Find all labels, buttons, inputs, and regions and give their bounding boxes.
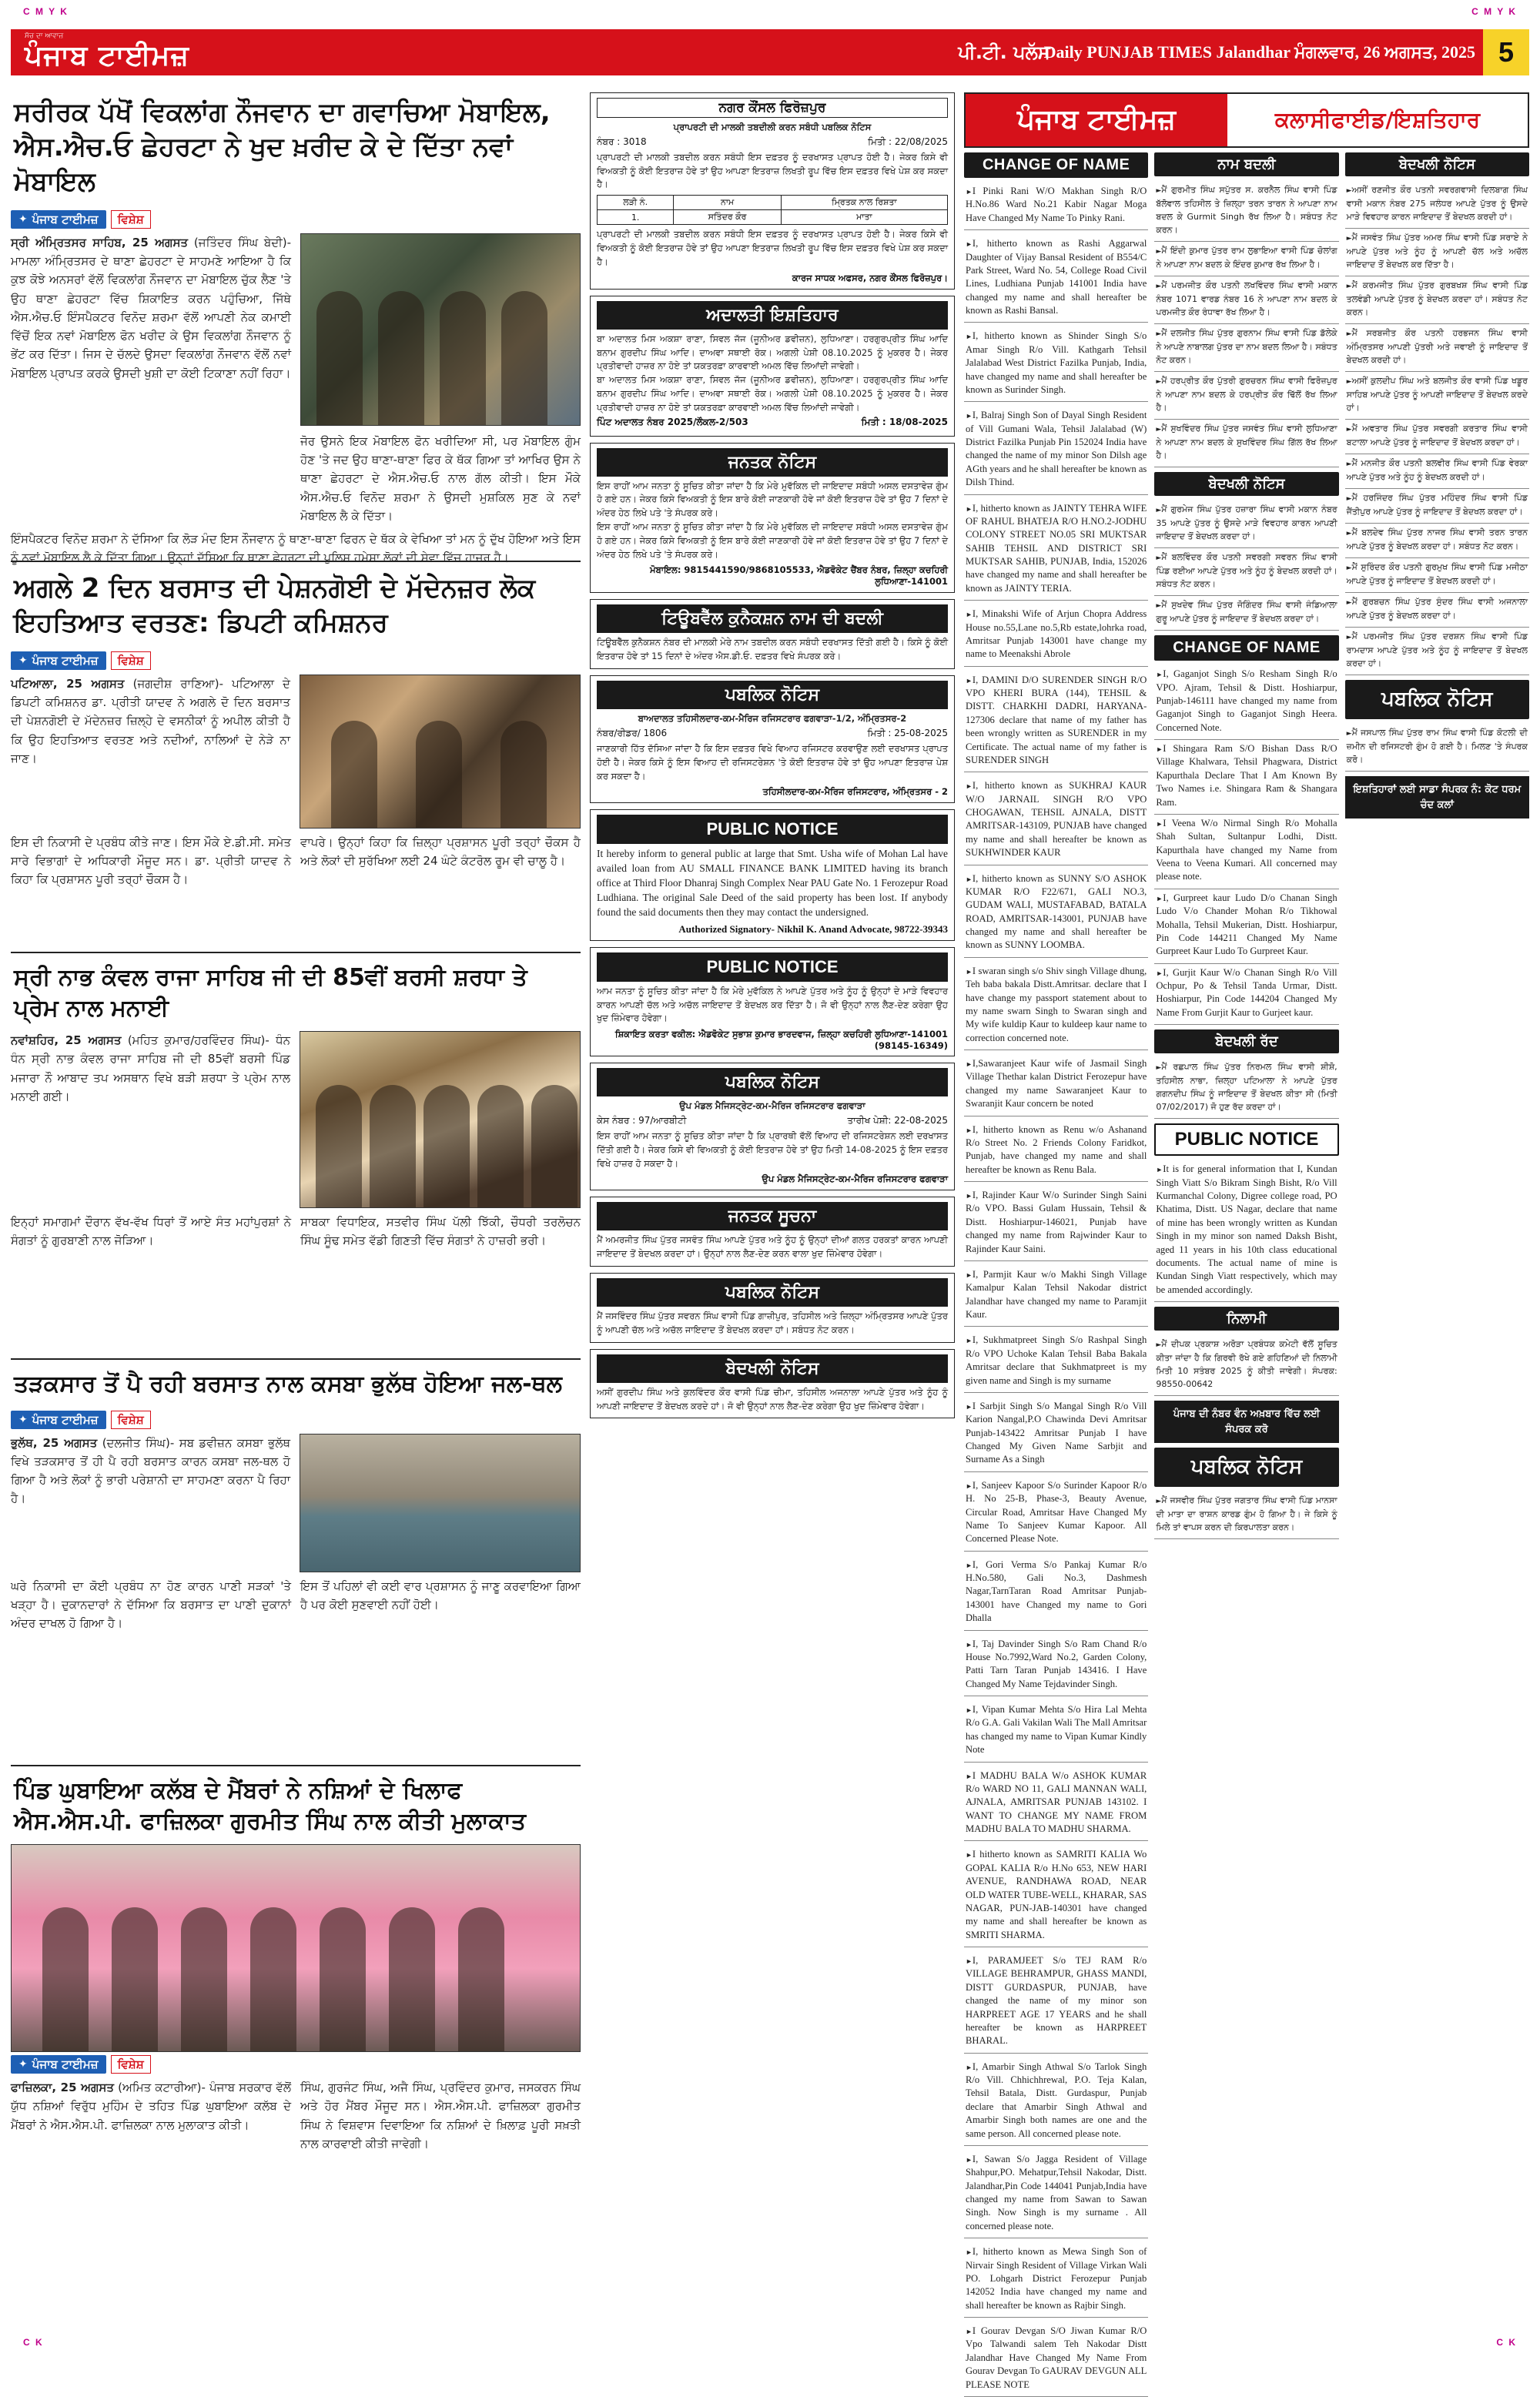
court-notice	[590, 296, 955, 437]
logo-tagline: ਸੱਚ ਦਾ ਆਵਾਜ਼	[25, 32, 64, 40]
classified-ad: ► ਮੈਂ ਸਰਬਜੀਤ ਕੌਰ ਪਤਨੀ ਹਰਭਜਨ ਸਿੰਘ ਵਾਸੀ ਅੰਮ੍ਰਿਤਸਰ ਆਪਣੀ ਪੁੱਤਰੀ ਅਤੇ ਜਵਾਈ ਨੂੰ ਜਾਇਦਾਦ ਤੋਂ ਬੇਦਖਲ ਕਰਦੀ ਹਾਂ।	[1345, 324, 1529, 372]
classified-ad: ► ਮੈਂ ਜਸਵੀਰ ਸਿੰਘ ਪੁੱਤਰ ਜਗਤਾਰ ਸਿੰਘ ਵਾਸੀ ਪਿੰਡ ਮਾਨਸਾ ਦੀ ਮਾਤਾ ਦਾ ਰਾਸ਼ਨ ਕਾਰਡ ਗੁੰਮ ਹੋ ਗਿਆ ਹੈ। ਜੇ ਕਿਸੇ ਨੂੰ ਮਿਲੇ ਤਾਂ ਵਾਪਸ ਕਰਨ ਦੀ ਕਿਰਪਾਲਤਾ ਕਰਨ।	[1154, 1491, 1338, 1539]
classified-ad: ► I, Amarbir Singh Athwal S/o Tarlok Singh R/o Vill. Chhichhrewal, P.O. Teja Kalan, Tehsil Batala, Distt. Gurdaspur, Punjab declare that Amarbir Singh Athwal and Amarbir Singh both names are one and the same person. All concerned please note.	[964, 2058, 1148, 2146]
story-photo	[300, 233, 581, 426]
classified-ad: ► I, Sawan S/o Jagga Resident of Village Shahpur,PO. Mehatpur,Tehsil Nakodar, Distt. Jalandhar,Pin Code 144041 Punjab,India have changed my name from Sawan to Sawan Singh. Now Singh is my surname . All concerned please note.	[964, 2151, 1148, 2238]
classified-ad: ► I Sarbjit Singh S/o Mangal Singh R/o Vill Karion Nangal,P.O Chawinda Devi Amritsar Punjab-143422 Amritsar Punjab I have Changed My Given Name Sarbjit and Surname As a Singh	[964, 1398, 1148, 1472]
story-headline: ਪਿੰਡ ਘੁਬਾਇਆ ਕਲੱਬ ਦੇ ਮੈਂਬਰਾਂ ਨੇ ਨਸ਼ਿਆਂ ਦੇ ਖਿਲਾਫ ਐਸ.ਐਸ.ਪੀ. ਫਾਜ਼ਿਲਕਾ ਗੁਰਮੀਤ ਸਿੰਘ ਨਾਲ ਕੀਤੀ ਮੁਲਾਕਾਤ	[14, 1777, 526, 1835]
public-notice-english	[590, 809, 955, 940]
story-photo	[300, 675, 581, 829]
notice-meta: ਪਿੰਟ ਅਦਾਲਤ ਨੰਬਰ 2025/ਲੌਕਲ-2/503 ਮਿਤੀ : 18/08-2025	[597, 416, 948, 427]
classified-ad: ► ਮੈਂ ਜਸਪਾਲ ਸਿੰਘ ਪੁੱਤਰ ਰਾਮ ਸਿੰਘ ਵਾਸੀ ਪਿੰਡ ਕੋਟਲੀ ਦੀ ਜ਼ਮੀਨ ਦੀ ਰਜਿਸਟਰੀ ਗੁੰਮ ਹੋ ਗਈ ਹੈ। ਮਿਲਣ 'ਤੇ ਸੰਪਰਕ ਕਰੋ।	[1345, 724, 1529, 772]
notice-text: ਮੈਂ ਜਸਵਿੰਦਰ ਸਿੰਘ ਪੁੱਤਰ ਸਵਰਨ ਸਿੰਘ ਵਾਸੀ ਪਿੰਡ ਗਾਜ਼ੀਪੁਰ, ਤਹਿਸੀਲ ਅਤੇ ਜ਼ਿਲ੍ਹਾ ਅੰਮ੍ਰਿਤਸਰ ਆਪਣੇ ਪੁੱਤਰ ਨੂੰ ਆਪਣੀ ਚੱਲ ਅਤੇ ਅਚੱਲ ਜਾਇਦਾਦ ਤੋਂ ਬੇਦਖਲ ਕਰਦਾ ਹਾਂ। ਸਬੰਧਤ ਨੋਟ ਕਰਨ।	[597, 1311, 948, 1335]
classified-ad: ► ਮੈਂ ਮਨਜੀਤ ਕੌਰ ਪਤਨੀ ਬਲਵੀਰ ਸਿੰਘ ਵਾਸੀ ਪਿੰਡ ਵੇਰਕਾ ਆਪਣੇ ਪੁੱਤਰ ਅਤੇ ਨੂੰਹ ਨੂੰ ਬੇਦਖਲ ਕਰਦੀ ਹਾਂ।	[1345, 454, 1529, 489]
tag-logo: ✦ ਪੰਜਾਬ ਟਾਈਮਜ਼	[11, 651, 106, 670]
news-story	[11, 568, 581, 953]
notice-text: ਪ੍ਰਾਪਰਟੀ ਦੀ ਮਾਲਕੀ ਤਬਦੀਲ ਕਰਨ ਸਬੰਧੀ ਇਸ ਦਫ਼ਤਰ ਨੂੰ ਦਰਖਾਸਤ ਪ੍ਰਾਪਤ ਹੋਈ ਹੈ। ਜੇਕਰ ਕਿਸੇ ਵੀ ਵਿਅਕਤੀ ਨੂੰ ਕੋਈ ਇਤਰਾਜ਼ ਹੋਵੇ ਤਾਂ ਉਹ ਆਪਣਾ ਇਤਰਾਜ਼ ਲਿਖਤੀ ਰੂਪ ਵਿੱਚ ਇਸ ਦਫ਼ਤਰ ਵਿਖੇ ਪੇਸ਼ ਕਰ ਸਕਦਾ ਹੈ।	[597, 151, 948, 190]
heirs-table	[597, 195, 948, 225]
notice-title: ਜਨਤਕ ਸੂਚਨਾ	[597, 1202, 948, 1230]
classified-ad: ► I, Parmjit Kaur w/o Makhi Singh Village Kamalpur Kalan Tehsil Nakodar district Jalandhar have changed my name to Paramjit Kaur.	[964, 1266, 1148, 1327]
marriage-notice	[590, 1063, 955, 1190]
bird-icon: ✦	[18, 654, 28, 667]
notice-text: ਮੈਂ ਅਮਰਜੀਤ ਸਿੰਘ ਪੁੱਤਰ ਜਸਵੰਤ ਸਿੰਘ ਆਪਣੇ ਪੁੱਤਰ ਅਤੇ ਨੂੰਹ ਨੂੰ ਉਨ੍ਹਾਂ ਦੀਆਂ ਗਲਤ ਹਰਕਤਾਂ ਕਾਰਨ ਆਪਣੀ ਜਾਇਦਾਦ ਤੋਂ ਬੇਦਖਲ ਕਰਦਾ ਹਾਂ। ਉਨ੍ਹਾਂ ਨਾਲ ਲੈਣ-ਦੇਣ ਕਰਨ ਵਾਲਾ ਖੁਦ ਜ਼ਿੰਮੇਵਾਰ ਹੋਵੇਗਾ।	[597, 1234, 948, 1260]
bird-icon: ✦	[18, 1413, 28, 1426]
notice-text: ਬਾ ਅਦਾਲਤ ਮਿਸ ਅਕਸ਼ਾ ਰਾਣਾ, ਸਿਵਲ ਜੱਜ (ਜੂਨੀਅਰ ਡਵੀਜ਼ਨ), ਲੁਧਿਆਣਾ। ਹਰਗੁਰਪ੍ਰੀਤ ਸਿੰਘ ਆਦਿ ਬਨਾਮ ਗੁਰਦੀਪ ਸਿੰਘ ਆਦਿ। ਦਾਅਵਾ ਸਥਾਈ ਰੋਕ। ਅਗਲੀ ਪੇਸ਼ੀ 08.10.2025 ਨੂੰ ਮੁਕਰਰ ਹੈ। ਜੇਕਰ ਪ੍ਰਤੀਵਾਦੀ ਹਾਜ਼ਰ ਨਾ ਹੋਏ ਤਾਂ ਯਕਤਰਫ਼ਾ ਕਾਰਵਾਈ ਅਮਲ ਵਿੱਚ ਲਿਆਂਦੀ ਜਾਵੇਗੀ।	[597, 374, 948, 413]
classified-ad: ► I, hitherto known as Renu w/o Ashanand R/o Street No. 2 Friends Colony Faridkot, Punjab, have changed my name and shall hereafter be known as Renu Bala.	[964, 1121, 1148, 1183]
small-notice	[590, 1197, 955, 1267]
news-story	[11, 1773, 581, 2281]
classified-ad: ► ਮੈਂ ਸੁਖਵਿੰਦਰ ਸਿੰਘ ਪੁੱਤਰ ਜਸਵੰਤ ਸਿੰਘ ਵਾਸੀ ਲੁਧਿਆਣਾ ਨੇ ਆਪਣਾ ਨਾਮ ਬਦਲ ਕੇ ਸੁਖਵਿੰਦਰ ਸਿੰਘ ਗਿੱਲ ਰੱਖ ਲਿਆ ਹੈ।	[1154, 420, 1338, 467]
classified-ad: ► ਮੈਂ ਦਲਜੀਤ ਸਿੰਘ ਪੁੱਤਰ ਗੁਰਨਾਮ ਸਿੰਘ ਵਾਸੀ ਪਿੰਡ ਡੱਲੇਕੇ ਨੇ ਆਪਣੇ ਨਾਬਾਲਗ ਪੁੱਤਰ ਦਾ ਨਾਮ ਬਦਲ ਲਿਆ ਹੈ। ਸਬੰਧਤ ਨੋਟ ਕਰਨ।	[1154, 324, 1338, 372]
color-registration-mark: C M Y K	[1471, 6, 1517, 17]
classified-ad: ► I, DAMINI D/O SURENDER SINGH R/O VPO KHERI BURA (144), TEHSIL & DISTT. CHARKHI DADRI, HARYANA-127306 declare that name of my father has been wrongly written as SURENDER in my Certificate. The actual name of my father is SURENDER SINGH	[964, 671, 1148, 773]
story-text: ਸ੍ਰੀ ਅੰਮ੍ਰਿਤਸਰ ਸਾਹਿਬ, 25 ਅਗਸਤ (ਜਤਿੰਦਰ ਸਿੰਘ ਬੇਦੀ)- ਮਾਮਲਾ ਅੰਮ੍ਰਿਤਸਰ ਦੇ ਥਾਣਾ ਛੇਹਰਟਾ ਦੇ ਸਾਹਮਣੇ ਆਇਆ ਹੈ ਕਿ ਕੁਝ ਕੋਝੇ ਅਨਸਰਾਂ ਵੱਲੋਂ ਵਿਕਲਾਂਗ ਨੌਜਵਾਨ ਦਾ ਮੋਬਾਇਲ ਚੁੱਕ ਲੈਣ 'ਤੇ ਉਹ ਥਾਣਾ ਛੇਹਰਟਾ ਵਿੱਚ ਸ਼ਿਕਾਇਤ ਕਰਨ ਪਹੁੰਚਿਆ, ਜਿੱਥੇ ਐਸ.ਐਚ.ਓ ਇੰਸਪੈਕਟਰ ਵਿਨੋਦ ਸ਼ਰਮਾ ਵੱਲੋਂ ਆਪਣੀ ਨੇਕ ਕਮਾਈ ਵਿੱਚੋਂ ਇਕ ਨਵਾਂ ਮੋਬਾਇਲ ਫੋਨ ਖਰੀਦ ਕੇ ਉਸ ਵਿਕਲਾਂਗ ਨੌਜਵਾਨ ਨੂੰ ਭੇਂਟ ਕਰ ਦਿੱਤਾ। ਜਿਸ ਦੇ ਚੱਲਦੇ ਉਸਦਾ ਵਿਕਲਾਂਗ ਨੌਜਵਾਨ ਵੱਲੋਂ ਨਵਾਂ ਮੋਬਾਇਲ ਪ੍ਰਾਪਤ ਕਰਕੇ ਉਸਦੀ ਖੁਸ਼ੀ ਦਾ ਕੋਈ ਟਿਕਾਣਾ ਨਹੀਂ ਰਿਹਾ।	[11, 235, 291, 380]
notice-title: ਨਗਰ ਕੌਂਸਲ ਫਿਰੋਜ਼ਪੁਰ	[597, 98, 948, 118]
tag-special: ਵਿਸ਼ੇਸ਼	[111, 2055, 151, 2074]
notice-text: ਟਿਊਬਵੈੱਲ ਕੁਨੈਕਸ਼ਨ ਨੰਬਰ ਦੀ ਮਾਲਕੀ ਮੇਰੇ ਨਾਮ ਤਬਦੀਲ ਕਰਨ ਸਬੰਧੀ ਦਰਖਾਸਤ ਦਿੱਤੀ ਗਈ ਹੈ। ਕਿਸੇ ਨੂੰ ਕੋਈ ਇਤਰਾਜ਼ ਹੋਵੇ ਤਾਂ 15 ਦਿਨਾਂ ਦੇ ਅੰਦਰ ਐਸ.ਡੀ.ਓ. ਦਫ਼ਤਰ ਵਿਖੇ ਸੰਪਰਕ ਕਰੇ।	[597, 637, 948, 662]
notice-text: ਬਾ ਅਦਾਲਤ ਮਿਸ ਅਕਸ਼ਾ ਰਾਣਾ, ਸਿਵਲ ਜੱਜ (ਜੂਨੀਅਰ ਡਵੀਜ਼ਨ), ਲੁਧਿਆਣਾ। ਹਰਗੁਰਪ੍ਰੀਤ ਸਿੰਘ ਆਦਿ ਬਨਾਮ ਗੁਰਦੀਪ ਸਿੰਘ ਆਦਿ। ਦਾਅਵਾ ਸਥਾਈ ਰੋਕ। ਅਗਲੀ ਪੇਸ਼ੀ 08.10.2025 ਨੂੰ ਮੁਕਰਰ ਹੈ। ਜੇਕਰ ਪ੍ਰਤੀਵਾਦੀ ਹਾਜ਼ਰ ਨਾ ਹੋਏ ਤਾਂ ਯਕਤਰਫ਼ਾ ਕਾਰਵਾਈ ਅਮਲ ਵਿੱਚ ਲਿਆਂਦੀ ਜਾਵੇਗੀ।	[597, 333, 948, 372]
classified-ad: ► ਮੈਂ ਹਰਪ੍ਰੀਤ ਕੌਰ ਪੁੱਤਰੀ ਗੁਰਚਰਨ ਸਿੰਘ ਵਾਸੀ ਫਿਰੋਜ਼ਪੁਰ ਨੇ ਆਪਣਾ ਨਾਮ ਬਦਲ ਕੇ ਹਰਪ੍ਰੀਤ ਕੌਰ ਢਿੱਲੋਂ ਰੱਖ ਲਿਆ ਹੈ।	[1154, 372, 1338, 420]
classified-ad: ► ਮੈਂ ਇੰਦੀ ਕੁਮਾਰ ਪੁੱਤਰ ਰਾਮ ਲੁਭਾਇਆ ਵਾਸੀ ਪਿੰਡ ਚੋਲਾਂਗ ਨੇ ਆਪਣਾ ਨਾਮ ਬਦਲ ਕੇ ਇੰਦਰ ਕੁਮਾਰ ਰੱਖ ਲਿਆ ਹੈ।	[1154, 242, 1338, 276]
page-number: 5	[1483, 29, 1529, 75]
notice-text: It hereby inform to general public at large that Smt. Usha wife of Mohan Lal have availed loan from AU SMALL FINANCE BANK LIMITED having its branch office at Third Floor Dhanraj Singh Complex Near PAU Gate No. 1 Ferozepur Road Ludhiana. The original Sale Deed of the said property has been lost. If anybody found the said documents then they may contact the undersigned.	[597, 848, 948, 918]
notice-title: ਜਨਤਕ ਨੋਟਿਸ	[597, 448, 948, 477]
notice-meta: ਨੰਬਰ/ਰੀਡਰ/ 1806 ਮਿਤੀ : 25-08-2025	[597, 727, 948, 738]
classified-ad: ► I,Sawaranjeet Kaur wife of Jasmail Singh Village Thethar kalan District Ferozepur have changed my name Sawaranjeet Kaur to Swaranjit Kaur concern be noted	[964, 1055, 1148, 1116]
notice-text: ਇਸ ਰਾਹੀਂ ਆਮ ਜਨਤਾ ਨੂੰ ਸੂਚਿਤ ਕੀਤਾ ਜਾਂਦਾ ਹੈ ਕਿ ਮੇਰੇ ਮੁਵੱਕਿਲ ਦੀ ਜਾਇਦਾਦ ਸਬੰਧੀ ਅਸਲ ਦਸਤਾਵੇਜ਼ ਗੁੰਮ ਹੋ ਗਏ ਹਨ। ਜੇਕਰ ਕਿਸੇ ਵਿਅਕਤੀ ਨੂੰ ਇਸ ਬਾਰੇ ਕੋਈ ਜਾਣਕਾਰੀ ਹੋਵੇ ਜਾਂ ਕੋਈ ਇਤਰਾਜ਼ ਹੋਵੇ ਤਾਂ ਉਹ 7 ਦਿਨਾਂ ਦੇ ਅੰਦਰ ਹੇਠ ਲਿਖੇ ਪਤੇ 'ਤੇ ਸੰਪਰਕ ਕਰੇ।	[597, 480, 948, 519]
classified-ad: ► I, Rajinder Kaur W/o Surinder Singh Saini R/o VPO. Bassi Gulam Hussain, Tehsil & Distt. Hoshiarpur-146021, Punjab have changed my name from Rajwinder Kaur to Rajinder Kaur Saini.	[964, 1187, 1148, 1261]
small-notice	[590, 1349, 955, 1419]
story-tag	[11, 210, 151, 229]
edition-date: Daily PUNJAB TIMES Jalandhar ਮੰਗਲਵਾਰ, 26 ਅਗਸਤ, 2025	[1043, 42, 1475, 62]
notice-title: PUBLIC NOTICE	[597, 815, 948, 844]
classified-heading: ਪਬਲਿਕ ਨੋਟਿਸ	[1345, 680, 1529, 719]
classified-heading: ਬੇਦਖਲੀ ਰੱਦ	[1154, 1029, 1338, 1053]
notice-text: ਪ੍ਰਾਪਰਟੀ ਦੀ ਮਾਲਕੀ ਤਬਦੀਲ ਕਰਨ ਸਬੰਧੀ ਇਸ ਦਫ਼ਤਰ ਨੂੰ ਦਰਖਾਸਤ ਪ੍ਰਾਪਤ ਹੋਈ ਹੈ। ਜੇਕਰ ਕਿਸੇ ਵੀ ਵਿਅਕਤੀ ਨੂੰ ਕੋਈ ਇਤਰਾਜ਼ ਹੋਵੇ ਤਾਂ ਉਹ ਆਪਣਾ ਇਤਰਾਜ਼ ਲਿਖਤੀ ਰੂਪ ਵਿੱਚ ਇਸ ਦਫ਼ਤਰ ਵਿਖੇ ਪੇਸ਼ ਕਰ ਸਕਦਾ ਹੈ।	[597, 229, 948, 267]
tag-logo: ✦ ਪੰਜਾਬ ਟਾਈਮਜ਼	[11, 1411, 106, 1429]
table-row: 1. ਸਤਿੰਦਰ ਕੌਰ ਮਾਤਾ	[598, 210, 948, 225]
color-registration-mark: C K	[23, 2337, 44, 2348]
notice-text: ਅਸੀਂ ਗੁਰਦੀਪ ਸਿੰਘ ਅਤੇ ਕੁਲਵਿੰਦਰ ਕੌਰ ਵਾਸੀ ਪਿੰਡ ਚੀਮਾ, ਤਹਿਸੀਲ ਅਜਨਾਲਾ ਆਪਣੇ ਪੁੱਤਰ ਅਤੇ ਨੂੰਹ ਨੂੰ ਆਪਣੀ ਜਾਇਦਾਦ ਤੋਂ ਬੇਦਖਲ ਕਰਦੇ ਹਾਂ। ਜੋ ਵੀ ਉਨ੍ਹਾਂ ਨਾਲ ਲੈਣ-ਦੇਣ ਕਰੇਗਾ ਉਹ ਖੁਦ ਜ਼ਿੰਮੇਵਾਰ ਹੋਵੇਗਾ।	[597, 1386, 948, 1411]
classified-ad: ► I, Gaganjot Singh S/o Resham Singh R/o VPO. Ajram, Tehsil & Distt. Hoshiarpur, Punjab-146111 have changed my name from Gaganjot Singh to Gaganjot Singh Heera. Concerned Note.	[1154, 665, 1338, 740]
classified-heading: ਬੇਦਖਲੀ ਨੋਟਿਸ	[1345, 152, 1529, 176]
story-text: ਪਟਿਆਲਾ, 25 ਅਗਸਤ (ਜਗਦੀਸ਼ ਰਾਣਿਆ)- ਪਟਿਆਲਾ ਦੇ ਡਿਪਟੀ ਕਮਿਸ਼ਨਰ ਡਾ. ਪ੍ਰੀਤੀ ਯਾਦਵ ਨੇ ਅਗਲੇ ਦੋ ਦਿਨ ਬਰਸਾਤ ਦੀ ਪੇਸ਼ਨਗੋਈ ਦੇ ਮੱਦੇਨਜ਼ਰ ਜ਼ਿਲ੍ਹੇ ਦੇ ਵਸਨੀਕਾਂ ਨੂੰ ਅਪੀਲ ਕੀਤੀ ਹੈ ਕਿ ਉਹ ਇਹਤਿਆਤ ਵਰਤਣ ਅਤੇ ਨਦੀਆਂ, ਨਾਲਿਆਂ ਦੇ ਨੇੜੇ ਨਾ ਜਾਣ।	[11, 676, 290, 765]
notice-signature: ਕਾਰਜ ਸਾਧਕ ਅਫਸਰ, ਨਗਰ ਕੌਂਸਲ ਫਿਰੋਜ਼ਪੁਰ।	[792, 272, 948, 283]
story-text: ਘਰੇ ਨਿਕਾਸੀ ਦਾ ਕੋਈ ਪ੍ਰਬੰਧ ਨਾ ਹੋਣ ਕਾਰਨ ਪਾਣੀ ਸੜਕਾਂ 'ਤੇ ਖੜ੍ਹਾ ਹੈ। ਦੁਕਾਨਦਾਰਾਂ ਨੇ ਦੱਸਿਆ ਕਿ ਬਰਸਾਤ ਦਾ ਪਾਣੀ ਦੁਕਾਨਾਂ ਅੰਦਰ ਦਾਖਲ ਹੋ ਗਿਆ ਹੈ।	[11, 1578, 291, 1631]
classified-ad: ► I hitherto known as SAMRITI KALIA Wo GOPAL KALIA R/o H.No 653, NEW HARI AVENUE, RANDHAWA ROAD, NEAR OLD WATER TUBE-WELL, KHARAR, SAS NAGAR, PUN-JAB-140301 have changed my name and shall hereafter be known as SMRITI SHARMA.	[964, 1846, 1148, 1947]
tag-special: ਵਿਸ਼ੇਸ਼	[111, 651, 151, 670]
story-headline: ਤੜਕਸਾਰ ਤੋਂ ਪੈ ਰਹੀ ਬਰਸਾਤ ਨਾਲ ਕਸਬਾ ਭੁਲੱਥ ਹੋਇਆ ਜਲ-ਥਲ	[14, 1371, 562, 1398]
story-headline: ਅਗਲੇ 2 ਦਿਨ ਬਰਸਾਤ ਦੀ ਪੇਸ਼ਨਗੋਈ ਦੇ ਮੱਦੇਨਜ਼ਰ ਲੋਕ ਇਹਤਿਆਤ ਵਰਤਣ: ਡਿਪਟੀ ਕਮਿਸ਼ਨਰ	[14, 573, 536, 638]
classified-ad: ► ਅਸੀਂ ਰਣਜੀਤ ਕੌਰ ਪਤਨੀ ਸਵਰਗਵਾਸੀ ਦਿਲਬਾਗ ਸਿੰਘ ਵਾਸੀ ਮਕਾਨ ਨੰਬਰ 275 ਜਲੰਧਰ ਆਪਣੇ ਪੁੱਤਰ ਨੂੰ ਉਸਦੇ ਮਾੜੇ ਵਿਵਹਾਰ ਕਾਰਨ ਜਾਇਦਾਦ ਤੋਂ ਬੇਦਖਲ ਕਰਦੀ ਹਾਂ।	[1345, 181, 1529, 229]
classified-ad: ► I Pinki Rani W/O Makhan Singh R/O H.No.86 Ward No.21 Kabir Nagar Moga Have Changed My Name To Pinky Rani.	[964, 182, 1148, 230]
classified-heading: ਪਬਲਿਕ ਨੋਟਿਸ	[1154, 1448, 1338, 1487]
masthead	[11, 29, 1529, 75]
classified-ad: ► I Shingara Ram S/O Bishan Dass R/O Village Khalwara, Tehsil Phagwara, District Kapurthala Declare That I Am Known By Two Names i.e. Shingara Ram & Shangara Ram.	[1154, 740, 1338, 815]
story-text: ਇੰਸਪੈਕਟਰ ਵਿਨੋਦ ਸ਼ਰਮਾ ਨੇ ਦੱਸਿਆ ਕਿ ਲੋੜ ਮੰਦ ਇਸ ਨੌਜਵਾਨ ਨੂੰ ਥਾਣਾ-ਥਾਣਾ ਫਿਰਨ ਦੇ ਥੱਕ ਕੇ ਵੇਖਿਆ ਤਾਂ ਮਨ ਨੂੰ ਦੁੱਖ ਹੋਇਆ ਅਤੇ ਇਸ ਨੂੰ ਨਵਾਂ ਮੋਬਾਇਲ ਲੈ ਕੇ ਦਿੱਤਾ ਗਿਆ। ਉਨ੍ਹਾਂ ਦੱਸਿਆ ਕਿ ਥਾਣਾ ਛੇਹਰਟਾ ਦੀ ਪੁਲਿਸ ਹਮੇਸ਼ਾ ਲੋਕਾਂ ਦੀ ਸੇਵਾ ਵਿੱਚ ਹਾਜ਼ਰ ਹੈ।	[11, 532, 581, 565]
classified-ad: ► I, Balraj Singh Son of Dayal Singh Resident of Vill Gumani Wala, Tehsil Jalalabad (W) District Fazilka Punjab Pin 152024 India have changed the name of my minor Son Dilsh age AGth years and he shall hereafter be known as Dilsh Thind.	[964, 407, 1148, 494]
classified-ad: ► I Gourav Devgan S/O Jiwan Kumar R/O Vpo Talwandi salem Teh Nakodar Distt Jalandhar Have Changed My Name From Gourav Devgan To GAURAV DEVGUN ALL PLEASE NOTE	[964, 2322, 1148, 2397]
classified-ad: ► ਮੈਂ ਗੁਰਮੇਜ ਸਿੰਘ ਪੁੱਤਰ ਹਜ਼ਾਰਾ ਸਿੰਘ ਵਾਸੀ ਮਕਾਨ ਨੰਬਰ 35 ਆਪਣੇ ਪੁੱਤਰ ਨੂੰ ਉਸਦੇ ਮਾੜੇ ਵਿਵਹਾਰ ਕਾਰਨ ਆਪਣੀ ਜਾਇਦਾਦ ਤੋਂ ਬੇਦਖਲ ਕਰਦਾ ਹਾਂ।	[1154, 500, 1338, 548]
classified-ad: ► I, hitherto known as JAINTY TEHRA WIFE OF RAHUL BHATEJA R/O H.NO.2-JODHU COLONY STREET NO.05 SRI MUKTSAR SAHIB TEHSIL AND DISTRICT SRI MUKTSAR SAHIB, PUNJAB, India, 152026 have changed my name and shall hereafter be known as JAINTY TERIA.	[964, 500, 1148, 601]
logo-text: ਪੰਜਾਬ ਟਾਈਮਜ਼	[25, 40, 189, 72]
tag-logo: ✦ ਪੰਜਾਬ ਟਾਈਮਜ਼	[11, 210, 106, 229]
classified-ad: ► I, Vipan Kumar Mehta S/o Hira Lal Mehta R/o G.A. Gali Vakilan Wali The Mall Amritsar has changed my name to Vipan Kumar Kindly Note	[964, 1701, 1148, 1763]
classified-ad: ► I, Gurpreet kaur Ludo D/o Chanan Singh Ludo V/o Chander Mohan R/o Tikhowal Mohalla, Tehsil Mukerian, Distt. Hoshiarpur, Pin Code 144211 Changed My Name Gurpreet Kaur Ludo To Gurpreet Kaur.	[1154, 889, 1338, 964]
story-headline: ਸ੍ਰੀ ਨਾਭ ਕੰਵਲ ਰਾਜਾ ਸਾਹਿਬ ਜੀ ਦੀ 85ਵੀਂ ਬਰਸੀ ਸ਼ਰਧਾ ਤੇ ਪ੍ਰੇਮ ਨਾਲ ਮਨਾਈ	[14, 964, 527, 1022]
classified-ad: ► ਮੈਂ ਬਲਦੇਵ ਸਿੰਘ ਪੁੱਤਰ ਨਾਜਰ ਸਿੰਘ ਵਾਸੀ ਤਰਨ ਤਾਰਨ ਆਪਣੇ ਪੁੱਤਰ ਨੂੰ ਬੇਦਖਲ ਕਰਦਾ ਹਾਂ। ਸਬੰਧਤ ਨੋਟ ਕਰਨ।	[1345, 524, 1529, 558]
classifieds-header	[964, 92, 1529, 148]
news-story	[11, 92, 581, 565]
classified-ad: ► ਮੈਂ ਕਰਮਜੀਤ ਸਿੰਘ ਪੁੱਤਰ ਗੁਰਬਖਸ਼ ਸਿੰਘ ਵਾਸੀ ਪਿੰਡ ਤਲਵੰਡੀ ਆਪਣੇ ਪੁੱਤਰ ਨੂੰ ਬੇਦਖਲ ਕਰਦਾ ਹਾਂ। ਸਬੰਧਤ ਨੋਟ ਕਰਨ।	[1345, 276, 1529, 324]
notice-title: PUBLIC NOTICE	[597, 952, 948, 982]
classifieds-brand: ਪੰਜਾਬ ਟਾਈਮਜ਼	[966, 94, 1227, 146]
small-notice	[590, 1273, 955, 1343]
notice-signature: ਮੋਬਾਇਲ: 9815441590/9868105533, ਐਡਵੋਕੇਟ ਚੈਂਬਰ ਨੰਬਰ, ਜ਼ਿਲ੍ਹਾ ਕਚਹਿਰੀ ਲੁਧਿਆਣਾ-141001	[650, 564, 948, 588]
classified-footer: ਪੰਜਾਬ ਦੀ ਨੰਬਰ ਵੰਨ ਅਖ਼ਬਾਰ ਵਿੱਚ ਲਈ ਸੰਪਰਕ ਕਰੋ	[1154, 1401, 1338, 1443]
classified-ad: ► I, hitherto known as Mewa Singh Son of Nirvair Singh Resident of Village Virkan Wali PO. Lohgarh District Ferozepur Punjab 142052 India have changed my name and shall hereafter be known as Rajbir Singh.	[964, 2243, 1148, 2318]
story-photo	[300, 1031, 581, 1208]
classifieds-title: ਕਲਾਸੀਫਾਈਡ/ਇਸ਼ਤਿਹਾਰ	[1274, 107, 1481, 132]
classified-ad: ► ਮੈਂ ਹਰਜਿੰਦਰ ਸਿੰਘ ਪੁੱਤਰ ਮਹਿੰਦਰ ਸਿੰਘ ਵਾਸੀ ਪਿੰਡ ਜੈਂਤੀਪੁਰ ਆਪਣੇ ਪੁੱਤਰ ਨੂੰ ਜਾਇਦਾਦ ਤੋਂ ਬੇਦਖਲ ਕਰਦਾ ਹਾਂ।	[1345, 489, 1529, 524]
tag-special: ਵਿਸ਼ੇਸ਼	[111, 1411, 151, 1429]
color-registration-mark: C M Y K	[23, 6, 69, 17]
story-tag	[11, 1411, 151, 1429]
story-text: ਜੋਰ ਉਸਨੇ ਇਕ ਮੋਬਾਇਲ ਫੋਨ ਖਰੀਦਿਆ ਸੀ, ਪਰ ਮੋਬਾਇਲ ਗੁੰਮ ਹੋਣ 'ਤੇ ਜਦ ਉਹ ਥਾਣਾ-ਥਾਣਾ ਫਿਰ ਕੇ ਥੱਕ ਗਿਆ ਤਾਂ ਆਖਿਰ ਉਸ ਨੇ ਥਾਣਾ ਛੇਹਰਟਾ ਦੇ ਐਸ.ਐਚ.ਓ ਨਾਲ ਗੱਲ ਕੀਤੀ। ਇਸ ਮੌਕੇ ਐਸ.ਐਚ.ਓ ਵਿਨੋਦ ਸ਼ਰਮਾ ਨੇ ਉਸਦੀ ਮੁਸ਼ਕਿਲ ਸੁਣ ਕੇ ਨਵਾਂ ਮੋਬਾਇਲ ਲੈ ਕੇ ਦਿੱਤਾ।	[300, 434, 581, 523]
classified-ad: ► I, hitherto known as SUNNY S/O ASHOK KUMAR R/O F22/671, GALI NO.3, GUDAM WALI, MUSTAFABAD, BATALA ROAD, AMRITSAR-143001, PUNJAB have changed my name and shall hereafter be known as SUNNY LOOMBA.	[964, 870, 1148, 958]
notice-subtitle: ਉਪ ਮੰਡਲ ਮੈਜਿਸਟ੍ਰੇਟ-ਕਮ-ਮੈਰਿਜ ਰਜਿਸਟਰਾਰ ਫਗਵਾੜਾ	[679, 1100, 865, 1112]
color-registration-mark: C K	[1496, 2337, 1517, 2348]
tubewell-notice	[590, 599, 955, 669]
story-tag	[11, 651, 151, 670]
bird-icon: ✦	[18, 2058, 28, 2071]
classified-ad: ► ਮੈਂ ਜਸਵੰਤ ਸਿੰਘ ਪੁੱਤਰ ਅਮਰ ਸਿੰਘ ਵਾਸੀ ਪਿੰਡ ਸਰਾਏ ਨੇ ਆਪਣੇ ਪੁੱਤਰ ਅਤੇ ਨੂੰਹ ਨੂੰ ਆਪਣੀ ਚੱਲ ਅਤੇ ਅਚੱਲ ਜਾਇਦਾਦ ਤੋਂ ਬੇਦਖਲ ਕਰ ਦਿੱਤਾ ਹੈ।	[1345, 229, 1529, 276]
notice-text: ਇਸ ਰਾਹੀਂ ਆਮ ਜਨਤਾ ਨੂੰ ਸੂਚਿਤ ਕੀਤਾ ਜਾਂਦਾ ਹੈ ਕਿ ਮੇਰੇ ਮੁਵੱਕਿਲ ਦੀ ਜਾਇਦਾਦ ਸਬੰਧੀ ਅਸਲ ਦਸਤਾਵੇਜ਼ ਗੁੰਮ ਹੋ ਗਏ ਹਨ। ਜੇਕਰ ਕਿਸੇ ਵਿਅਕਤੀ ਨੂੰ ਇਸ ਬਾਰੇ ਕੋਈ ਜਾਣਕਾਰੀ ਹੋਵੇ ਜਾਂ ਕੋਈ ਇਤਰਾਜ਼ ਹੋਵੇ ਤਾਂ ਉਹ 7 ਦਿਨਾਂ ਦੇ ਅੰਦਰ ਹੇਠ ਲਿਖੇ ਪਤੇ 'ਤੇ ਸੰਪਰਕ ਕਰੇ।	[597, 521, 948, 560]
classified-column	[1154, 152, 1338, 2317]
notice-title: ਅਦਾਲਤੀ ਇਸ਼ਤਿਹਾਰ	[597, 301, 948, 330]
classified-ad: ► I, PARAMJEET S/o TEJ RAM R/o VILLAGE BEHRAMPUR, GHASS MANDI, DISTT GURDASPUR, PUNJAB, have changed the name of my minor son HARPREET AGE 17 YEARS and he shall hereafter be known as HARPREET BHARAL.	[964, 1952, 1148, 2054]
classified-ad: ► ਮੈਂ ਦੀਪਕ ਪ੍ਰਕਾਸ਼ ਅਰੋੜਾ ਪ੍ਰਬੰਧਕ ਕਮੇਟੀ ਵੱਲੋਂ ਸੂਚਿਤ ਕੀਤਾ ਜਾਂਦਾ ਹੈ ਕਿ ਗਿਰਵੀ ਰੱਖੇ ਗਏ ਗਹਿਣਿਆਂ ਦੀ ਨਿਲਾਮੀ ਮਿਤੀ 10 ਸਤੰਬਰ 2025 ਨੂੰ ਕੀਤੀ ਜਾਵੇਗੀ। ਸੰਪਰਕ: 98550-00642	[1154, 1335, 1338, 1396]
classified-heading: CHANGE OF NAME	[964, 152, 1148, 178]
classified-ad: ► ਮੈਂ ਅਵਤਾਰ ਸਿੰਘ ਪੁੱਤਰ ਸਵਰਗੀ ਕਰਤਾਰ ਸਿੰਘ ਵਾਸੀ ਬਟਾਲਾ ਆਪਣੇ ਪੁੱਤਰ ਨੂੰ ਜਾਇਦਾਦ ਤੋਂ ਬੇਦਖਲ ਕਰਦਾ ਹਾਂ।	[1345, 420, 1529, 454]
classified-ad: ► ਮੈਂ ਗੁਰਮੀਤ ਸਿੰਘ ਸਪੁੱਤਰ ਸ. ਕਰਨੈਲ ਸਿੰਘ ਵਾਸੀ ਪਿੰਡ ਬੱਲੋਵਾਲ ਤਹਿਸੀਲ ਤੇ ਜ਼ਿਲ੍ਹਾ ਤਰਨ ਤਾਰਨ ਨੇ ਆਪਣਾ ਨਾਮ ਬਦਲ ਕੇ Gurmit Singh ਰੱਖ ਲਿਆ ਹੈ। ਸਬੰਧਤ ਨੋਟ ਕਰਨ।	[1154, 181, 1338, 242]
bird-icon: ✦	[18, 213, 28, 226]
story-text: ਇਨ੍ਹਾਂ ਸਮਾਗਮਾਂ ਦੌਰਾਨ ਵੱਖ-ਵੱਖ ਧਿਰਾਂ ਤੋਂ ਆਏ ਸੰਤ ਮਹਾਂਪੁਰਸ਼ਾਂ ਨੇ ਸੰਗਤਾਂ ਨੂੰ ਗੁਰਬਾਣੀ ਨਾਲ ਜੋੜਿਆ।	[11, 1215, 291, 1248]
notice-text: ਇਸ ਰਾਹੀਂ ਆਮ ਜਨਤਾ ਨੂੰ ਸੂਚਿਤ ਕੀਤਾ ਜਾਂਦਾ ਹੈ ਕਿ ਪ੍ਰਾਰਥੀ ਵੱਲੋਂ ਵਿਆਹ ਦੀ ਰਜਿਸਟਰੇਸ਼ਨ ਲਈ ਦਰਖਾਸਤ ਦਿੱਤੀ ਗਈ ਹੈ। ਜੇਕਰ ਕਿਸੇ ਵੀ ਵਿਅਕਤੀ ਨੂੰ ਕੋਈ ਇਤਰਾਜ਼ ਹੋਵੇ ਤਾਂ ਉਹ ਮਿਤੀ 14-08-2025 ਨੂੰ ਇਸ ਦਫ਼ਤਰ ਵਿਖੇ ਹਾਜ਼ਰ ਹੋ ਸਕਦਾ ਹੈ।	[597, 1130, 948, 1169]
classified-heading: CHANGE OF NAME	[1154, 635, 1338, 661]
classified-ad: ► I Veena W/o Nirmal Singh R/o Mohalla Shah Sultan, Sultanpur Lodhi, Distt. Kapurthala have changed my Name from Veena to Veena Kumari. All concerned may please note.	[1154, 815, 1338, 889]
story-photo	[11, 1844, 581, 2052]
classified-ad: ► I, Gori Verma S/o Pankaj Kumar R/o H.No.580, Gali No.3, Dashmesh Nagar,TarnTaran Road Amritsar Punjab-143001 have Changed my name to Gori Dhalla	[964, 1556, 1148, 1631]
notice-title: ਪਬਲਿਕ ਨੋਟਿਸ	[597, 1068, 948, 1096]
classified-ad: ► ਮੈਂ ਸੁਰਿੰਦਰ ਕੌਰ ਪਤਨੀ ਗੁਰਮੁਖ ਸਿੰਘ ਵਾਸੀ ਪਿੰਡ ਮਜੀਠਾ ਆਪਣੇ ਪੁੱਤਰ ਨੂੰ ਜਾਇਦਾਦ ਤੋਂ ਬੇਦਖਲ ਕਰਦੀ ਹਾਂ।	[1345, 558, 1529, 593]
classified-footer: ਇਸ਼ਤਿਹਾਰਾਂ ਲਈ ਸਾਡਾ ਸੰਪਰਕ ਨੰ: ਕੋਟ ਧਰਮ ਚੰਦ ਕਲਾਂ	[1345, 776, 1529, 819]
story-text: ਨਵਾਂਸ਼ਹਿਰ, 25 ਅਗਸਤ (ਮਹਿਤ ਕੁਮਾਰ/ਹਰਵਿੰਦਰ ਸਿੰਘ)- ਧੰਨ ਧੰਨ ਸ੍ਰੀ ਨਾਭ ਕੰਵਲ ਰਾਜਾ ਸਾਹਿਬ ਜੀ ਦੀ 85ਵੀਂ ਬਰਸੀ ਪਿੰਡ ਮਜਾਰਾ ਨੌ ਆਬਾਦ ਤਪ ਅਸਥਾਨ ਵਿਖੇ ਬੜੀ ਸ਼ਰਧਾ ਤੇ ਪ੍ਰੇਮ ਨਾਲ ਮਨਾਈ ਗਈ।	[11, 1033, 290, 1104]
notice-text: ਆਮ ਜਨਤਾ ਨੂੰ ਸੂਚਿਤ ਕੀਤਾ ਜਾਂਦਾ ਹੈ ਕਿ ਮੇਰੇ ਮੁਵੱਕਿਲ ਨੇ ਆਪਣੇ ਪੁੱਤਰ ਅਤੇ ਨੂੰਹ ਨੂੰ ਉਨ੍ਹਾਂ ਦੇ ਮਾੜੇ ਵਿਵਹਾਰ ਕਾਰਨ ਆਪਣੀ ਚੱਲ ਅਤੇ ਅਚੱਲ ਜਾਇਦਾਦ ਤੋਂ ਬੇਦਖਲ ਕਰ ਦਿੱਤਾ ਹੈ। ਜੋ ਵੀ ਉਨ੍ਹਾਂ ਨਾਲ ਲੈਣ-ਦੇਣ ਕਰੇਗਾ ਉਹ ਖੁਦ ਜ਼ਿੰਮੇਵਾਰ ਹੋਵੇਗਾ।	[597, 985, 948, 1024]
story-text: ਭੁਲੱਥ, 25 ਅਗਸਤ (ਦਲਜੀਤ ਸਿੰਘ)- ਸਬ ਡਵੀਜ਼ਨ ਕਸਬਾ ਭੁਲੱਥ ਵਿਖੇ ਤੜਕਸਾਰ ਤੋਂ ਹੀ ਪੈ ਰਹੀ ਬਰਸਾਤ ਕਾਰਨ ਕਸਬਾ ਜਲ-ਥਲ ਹੋ ਗਿਆ ਹੈ ਅਤੇ ਲੋਕਾਂ ਨੂੰ ਭਾਰੀ ਪਰੇਸ਼ਾਨੀ ਦਾ ਸਾਹਮਣਾ ਕਰਨਾ ਪੈ ਰਿਹਾ ਹੈ।	[11, 1435, 290, 1506]
public-notice	[590, 443, 955, 594]
story-text: ਇਸ ਤੋਂ ਪਹਿਲਾਂ ਵੀ ਕਈ ਵਾਰ ਪ੍ਰਸ਼ਾਸਨ ਨੂੰ ਜਾਣੂ ਕਰਵਾਇਆ ਗਿਆ ਹੈ ਪਰ ਕੋਈ ਸੁਣਵਾਈ ਨਹੀਂ ਹੋਈ।	[300, 1578, 581, 1612]
classified-ad: ► I MADHU BALA W/o ASHOK KUMAR R/o WARD NO 11, GALI MANNAN WALI, AJNALA, AMRITSAR PUNJAB 143102. I WANT TO CHANGE MY NAME FROM MADHU BALA TO MADHU SHARMA.	[964, 1767, 1148, 1842]
notice-subtitle: ਬਾਅਦਾਲਤ ਤਹਿਸੀਲਦਾਰ-ਕਮ-ਮੈਰਿਜ ਰਜਿਸਟਰਾਰ ਫਗਵਾੜਾ-1/2, ਅੰਮ੍ਰਿਤਸਰ-2	[638, 713, 907, 725]
news-story	[11, 959, 581, 1360]
public-notice-english	[590, 947, 955, 1056]
notice-signature: Authorized Signatory- Nikhil K. Anand Advocate, 98722-39343	[678, 922, 948, 935]
story-text: ਸਾਬਕਾ ਵਿਧਾਇਕ, ਸਤਵੀਰ ਸਿੰਘ ਪੱਲੀ ਝਿੱਕੀ, ਚੌਧਰੀ ਤਰਲੋਚਨ ਸਿੰਘ ਸੂੰਢ ਸਮੇਤ ਵੱਡੀ ਗਿਣਤੀ ਵਿੱਚ ਸੰਗਤਾਂ ਨੇ ਹਾਜ਼ਰੀ ਭਰੀ।	[300, 1215, 581, 1248]
classified-ad: ► I, hitherto known as Shinder Singh S/o Amar Singh R/o Vill. Kathgarh Tehsil Jalalabad West District Fazilka Punjab, India, have changed my name and shall hereafter be known as Surinder Singh.	[964, 327, 1148, 402]
story-text: ਫਾਜ਼ਿਲਕਾ, 25 ਅਗਸਤ (ਅਮਿਤ ਕਟਾਰੀਆ)- ਪੰਜਾਬ ਸਰਕਾਰ ਵੱਲੋਂ ਯੁੱਧ ਨਸ਼ਿਆਂ ਵਿਰੁੱਧ ਮੁਹਿੰਮ ਦੇ ਤਹਿਤ ਪਿੰਡ ਘੁਬਾਇਆ ਕਲੱਬ ਦੇ ਮੈਂਬਰਾਂ ਨੇ ਐਸ.ਐਸ.ਪੀ. ਫਾਜ਼ਿਲਕਾ ਨਾਲ ਮੁਲਾਕਾਤ ਕੀਤੀ।	[11, 2081, 291, 2132]
story-headline: ਸਰੀਰਕ ਪੱਖੋਂ ਵਿਕਲਾਂਗ ਨੌਜਵਾਨ ਦਾ ਗਵਾਚਿਆ ਮੋਬਾਇਲ, ਐਸ.ਐਚ.ਓ ਛੇਹਰਟਾ ਨੇ ਖੁਦ ਖ਼ਰੀਦ ਕੇ ਦੇ ਦਿੱਤਾ ਨਵਾਂ ਮੋਬਾਇਲ	[14, 97, 551, 197]
news-column	[11, 92, 581, 2317]
notice-title: ਪਬਲਿਕ ਨੋਟਿਸ	[597, 1278, 948, 1307]
classified-ad: ► I swaran singh s/o Shiv singh Village dhung, Teh baba bakala Distt.Amritsar. declare that I have change my passport statement about to my name swarn Singh to Swaran singh and My wife kuldip Kaur to kuldeep kaur name to correction concerned note.	[964, 962, 1148, 1050]
municipal-notice	[590, 92, 955, 290]
classified-ad: ► ਮੈਂ ਰਛਪਾਲ ਸਿੰਘ ਪੁੱਤਰ ਨਿਰਮਲ ਸਿੰਘ ਵਾਸੀ ਸ਼ੀਸ਼ੋ, ਤਹਿਸੀਲ ਨਾਭਾ, ਜ਼ਿਲ੍ਹਾ ਪਟਿਆਲਾ ਨੇ ਆਪਣੇ ਪੁੱਤਰ ਗਗਨਦੀਪ ਸਿੰਘ ਨੂੰ ਜਾਇਦਾਦ ਤੋਂ ਬੇਦਖਲ ਕੀਤਾ ਸੀ (ਮਿਤੀ 07/02/2017) ਜੋ ਹੁਣ ਰੱਦ ਕਰਦਾ ਹਾਂ।	[1154, 1058, 1338, 1119]
story-photo	[300, 1434, 581, 1572]
notice-subtitle: ਪ੍ਰਾਪਰਟੀ ਦੀ ਮਾਲਕੀ ਤਬਦੀਲੀ ਕਰਨ ਸਬੰਧੀ ਪਬਲਿਕ ਨੋਟਿਸ	[673, 122, 872, 132]
tag-logo: ✦ ਪੰਜਾਬ ਟਾਈਮਜ਼	[11, 2055, 106, 2074]
story-text: ਸਿੰਘ, ਗੁਰਜੰਟ ਸਿੰਘ, ਅਜੈ ਸਿੰਘ, ਪ੍ਰਵਿੰਦਰ ਕੁਮਾਰ, ਜਸਕਰਨ ਸਿੰਘ ਅਤੇ ਹੋਰ ਮੈਂਬਰ ਮੌਜੂਦ ਸਨ। ਐਸ.ਐਸ.ਪੀ. ਫਾਜ਼ਿਲਕਾ ਗੁਰਮੀਤ ਸਿੰਘ ਨੇ ਵਿਸ਼ਵਾਸ ਦਿਵਾਇਆ ਕਿ ਨਸ਼ਿਆਂ ਦੇ ਖ਼ਿਲਾਫ਼ ਪੂਰੀ ਸਖ਼ਤੀ ਨਾਲ ਕਾਰਵਾਈ ਕੀਤੀ ਜਾਵੇਗੀ।	[300, 2081, 581, 2151]
table-header-row: ਲੜੀ ਨੰ. ਨਾਮ ਮ੍ਰਿਤਕ ਨਾਲ ਰਿਸ਼ਤਾ	[598, 196, 948, 210]
notice-meta: ਕੇਸ ਨੰਬਰ : 97/ਆਰਬੀਟੀ ਤਾਰੀਖ ਪੇਸ਼ੀ: 22-08-2025	[597, 1115, 948, 1127]
notice-signature: ਤਹਿਸੀਲਦਾਰ-ਕਮ-ਮੈਰਿਜ ਰਜਿਸਟਰਾਰ, ਅੰਮ੍ਰਿਤਸਰ - 2	[762, 786, 948, 798]
notice-meta: ਨੰਬਰ : 3018 ਮਿਤੀ : 22/08/2025	[597, 136, 948, 147]
story-text: ਵਾਪਰੇ। ਉਨ੍ਹਾਂ ਕਿਹਾ ਕਿ ਜ਼ਿਲ੍ਹਾ ਪ੍ਰਸ਼ਾਸਨ ਪੂਰੀ ਤਰ੍ਹਾਂ ਚੌਕਸ ਹੈ ਅਤੇ ਲੋਕਾਂ ਦੀ ਸੁਰੱਖਿਆ ਲਈ 24 ਘੰਟੇ ਕੰਟਰੋਲ ਰੂਮ ਵੀ ਚਾਲੂ ਹੈ।	[300, 835, 581, 869]
classified-heading: ਨਿਲਾਮੀ	[1154, 1307, 1338, 1331]
tag-special: ਵਿਸ਼ੇਸ਼	[111, 210, 151, 229]
classified-ad: ► I, Minakshi Wife of Arjun Chopra Address House no.55,Lane no.5,Rb estate,lohrka road, Amritsar Punjab 143001 have change my name to Meenakshi Abrole	[964, 605, 1148, 667]
section-title: ਪੀ.ਟੀ. ਪਲੱਸ	[958, 42, 1050, 63]
classified-ad: ► It is for general information that I, Kundan Singh Viatt S/o Bikram Singh Bisht, R/o Vill Kurmanchal Colony, Digree college road, PO Khatima, Distt. US Nagar, declare that name of mine has been wrongly written as Kundan Singh in my minor son named Daksh Bisht, aged 11 years in his 10th class educational documents. The actual name of mine is Kundan Singh Viatt respectively, which may be amended accordingly.	[1154, 1160, 1338, 1302]
news-story	[11, 1366, 581, 1766]
classified-ad: ► I, hitherto known as Rashi Aggarwal Daughter of Vijay Bansal Resident of B554/C Park Street, Ward No. 54, College Road Civil Lines, Ludhiana Punjab 141001 India have changed my name and shall hereafter be known as Rashi Bansal.	[964, 235, 1148, 323]
classified-ad: ► I, Sanjeev Kapoor S/o Surinder Kapoor R/o H. No 25-B, Phase-3, Beauty Avenue, Circular Road, Amritsar Have Changed My Name To Sanjeev Kumar Kapoor. All Concerned Please Note.	[964, 1477, 1148, 1552]
classified-ad: ► I, hitherto known as SUKHRAJ KAUR W/O JARNAIL SINGH R/O VPO CHOGAWAN, TEHSIL AJNALA, DISTT AMRITSAR-143109, PUNJAB have changed my name and shall hereafter be known as SUKHWINDER KAUR	[964, 777, 1148, 865]
notice-title: ਟਿਊਬਵੈੱਲ ਕੁਨੈਕਸ਼ਨ ਨਾਮ ਦੀ ਬਦਲੀ	[597, 604, 948, 633]
marriage-notice	[590, 675, 955, 803]
story-tag	[11, 2055, 151, 2074]
story-text: ਇਸ ਦੀ ਨਿਕਾਸੀ ਦੇ ਪ੍ਰਬੰਧ ਕੀਤੇ ਜਾਣ। ਇਸ ਮੌਕੇ ਏ.ਡੀ.ਸੀ. ਸਮੇਤ ਸਾਰੇ ਵਿਭਾਗਾਂ ਦੇ ਅਧਿਕਾਰੀ ਮੌਜੂਦ ਸਨ। ਡਾ. ਪ੍ਰੀਤੀ ਯਾਦਵ ਨੇ ਕਿਹਾ ਕਿ ਪ੍ਰਸ਼ਾਸਨ ਪੂਰੀ ਤਰ੍ਹਾਂ ਚੌਕਸ ਹੈ।	[11, 835, 291, 887]
classified-ad: ► I, Sukhmatpreet Singh S/o Rashpal Singh R/o VPO Uchoke Kalan Tehsil Baba Bakala Amritsar declare that Sukhmatpreet is my given name and Singh is my surname	[964, 1331, 1148, 1393]
classified-ad: ► ਮੈਂ ਪਰਮਜੀਤ ਕੌਰ ਪਤਨੀ ਲਖਵਿੰਦਰ ਸਿੰਘ ਵਾਸੀ ਮਕਾਨ ਨੰਬਰ 1071 ਵਾਰਡ ਨੰਬਰ 16 ਨੇ ਆਪਣਾ ਨਾਮ ਬਦਲ ਕੇ ਪਰਮਜੀਤ ਕੌਰ ਰੰਧਾਵਾ ਰੱਖ ਲਿਆ ਹੈ।	[1154, 276, 1338, 324]
classified-ad: ► I, Taj Davinder Singh S/o Ram Chand R/o House No.7992,Ward No.2, Garden Colony, Patti Tarn Taran Punjab 143416. I Have Changed My Name Tejdavinder Singh.	[964, 1635, 1148, 1697]
classified-ad: ► ਮੈਂ ਬਲਵਿੰਦਰ ਕੌਰ ਪਤਨੀ ਸਵਰਗੀ ਸਵਰਨ ਸਿੰਘ ਵਾਸੀ ਪਿੰਡ ਰਈਆ ਆਪਣੇ ਪੁੱਤਰ ਅਤੇ ਨੂੰਹ ਨੂੰ ਬੇਦਖਲ ਕਰਦੀ ਹਾਂ। ਸਬੰਧਤ ਨੋਟ ਕਰਨ।	[1154, 548, 1338, 596]
classified-ad: ► ਮੈਂ ਸੁਖਦੇਵ ਸਿੰਘ ਪੁੱਤਰ ਜੋਗਿੰਦਰ ਸਿੰਘ ਵਾਸੀ ਜੰਡਿਆਲਾ ਗੁਰੂ ਆਪਣੇ ਪੁੱਤਰ ਨੂੰ ਜਾਇਦਾਦ ਤੋਂ ਬੇਦਖਲ ਕਰਦਾ ਹਾਂ।	[1154, 596, 1338, 631]
notice-signature: ਉਪ ਮੰਡਲ ਮੈਜਿਸਟ੍ਰੇਟ-ਕਮ-ਮੈਰਿਜ ਰਜਿਸਟਰਾਰ ਫਗਵਾੜਾ	[762, 1173, 948, 1185]
classified-heading: ਨਾਮ ਬਦਲੀ	[1154, 152, 1338, 176]
classified-heading: PUBLIC NOTICE	[1154, 1123, 1338, 1156]
notice-title: ਬੇਦਖਲੀ ਨੋਟਿਸ	[597, 1354, 948, 1383]
classified-ad: ► I, Gurjit Kaur W/o Chanan Singh R/o Vill Ochpur, Po & Tehsil Tanda Urmar, Distt. Hoshiarpur, Pin Code 144204 Changed My Name From Gurjit Kaur to Gurjeet kaur.	[1154, 964, 1338, 1026]
notice-text: ਜਾਣਕਾਰੀ ਹਿੱਤ ਦੱਸਿਆ ਜਾਂਦਾ ਹੈ ਕਿ ਇਸ ਦਫ਼ਤਰ ਵਿਖੇ ਵਿਆਹ ਰਜਿਸਟਰ ਕਰਵਾਉਣ ਲਈ ਦਰਖਾਸਤ ਪ੍ਰਾਪਤ ਹੋਈ ਹੈ। ਜੇਕਰ ਕਿਸੇ ਨੂੰ ਇਸ ਵਿਆਹ ਦੀ ਰਜਿਸਟਰੇਸ਼ਨ 'ਤੇ ਕੋਈ ਇਤਰਾਜ਼ ਹੋਵੇ ਤਾਂ ਉਹ ਆਪਣਾ ਇਤਰਾਜ਼ ਪੇਸ਼ ਕਰ ਸਕਦਾ ਹੈ।	[597, 742, 948, 782]
notices-column	[590, 92, 955, 2317]
classified-ad: ► ਅਸੀਂ ਕੁਲਦੀਪ ਸਿੰਘ ਅਤੇ ਬਲਜੀਤ ਕੌਰ ਵਾਸੀ ਪਿੰਡ ਖਡੂਰ ਸਾਹਿਬ ਆਪਣੇ ਪੁੱਤਰ ਨੂੰ ਆਪਣੀ ਜਾਇਦਾਦ ਤੋਂ ਬੇਦਖਲ ਕਰਦੇ ਹਾਂ।	[1345, 372, 1529, 420]
classified-column	[1345, 152, 1529, 2317]
notice-signature: ਸ਼ਿਕਾਇਤ ਕਰਤਾ ਵਕੀਲ: ਐਡਵੋਕੇਟ ਸੁਭਾਸ਼ ਕੁਮਾਰ ਭਾਰਦਵਾਜ, ਜ਼ਿਲ੍ਹਾ ਕਚਹਿਰੀ ਲੁਧਿਆਣਾ-141001 (98145-16349)	[614, 1029, 948, 1052]
notice-title: ਪਬਲਿਕ ਨੋਟਿਸ	[597, 681, 948, 709]
classified-ad: ► ਮੈਂ ਪਰਮਜੀਤ ਸਿੰਘ ਪੁੱਤਰ ਦਰਸ਼ਨ ਸਿੰਘ ਵਾਸੀ ਪਿੰਡ ਰਾਮਦਾਸ ਆਪਣੇ ਪੁੱਤਰ ਅਤੇ ਨੂੰਹ ਨੂੰ ਜਾਇਦਾਦ ਤੋਂ ਬੇਦਖਲ ਕਰਦਾ ਹਾਂ।	[1345, 628, 1529, 675]
classified-column-english	[964, 152, 1148, 2390]
classified-heading: ਬੇਦਖਲੀ ਨੋਟਿਸ	[1154, 472, 1338, 496]
newspaper-logo	[11, 29, 242, 75]
classified-ad: ► ਮੈਂ ਗੁਰਬਚਨ ਸਿੰਘ ਪੁੱਤਰ ਸੁੰਦਰ ਸਿੰਘ ਵਾਸੀ ਅਜਨਾਲਾ ਆਪਣੇ ਪੁੱਤਰ ਨੂੰ ਬੇਦਖਲ ਕਰਦਾ ਹਾਂ।	[1345, 593, 1529, 628]
